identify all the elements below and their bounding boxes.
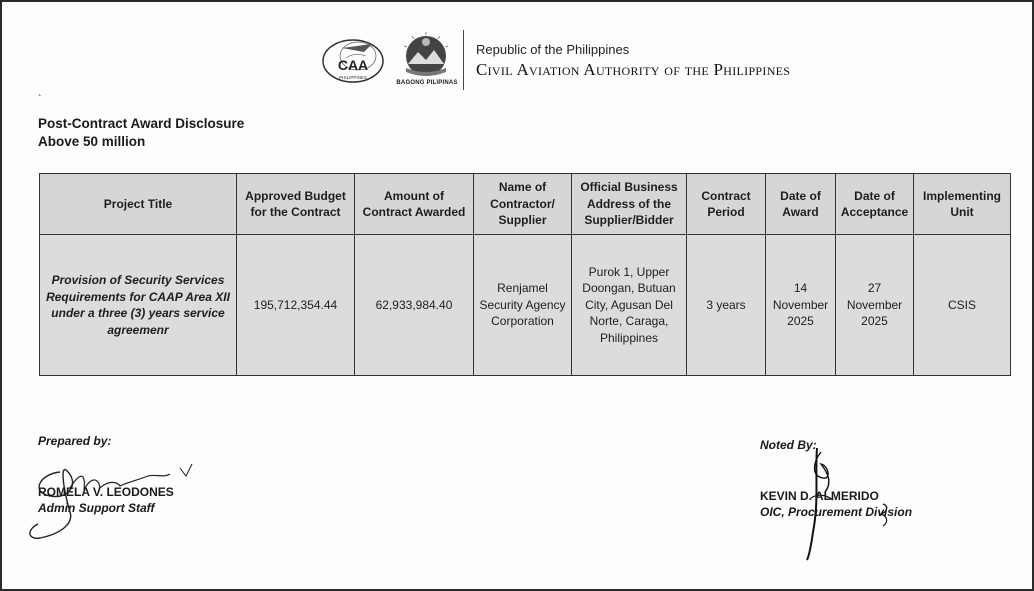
table-row <box>40 235 1011 376</box>
table-header-row <box>40 174 1011 235</box>
cell-address: Purok 1, Upper Doongan, Butuan City, Agusan Del Norte, Caraga, Philippines <box>572 235 687 376</box>
letterhead <box>320 28 840 94</box>
document-title: Post-Contract Award Disclosure <box>38 116 245 131</box>
header-approved-budget: Approved Budget for the Contract <box>237 174 355 235</box>
republic-line: Republic of the Philippines <box>476 42 630 57</box>
prepared-by-name: ROMELA V. LEODONES <box>38 485 174 499</box>
cell-contractor: Renjamel Security Agency Corporation <box>474 235 572 376</box>
header-divider <box>463 30 464 90</box>
svg-text:PHILIPPINES: PHILIPPINES <box>339 75 367 80</box>
cell-contract-period: 3 years <box>687 235 766 376</box>
svg-text:CAA: CAA <box>337 57 369 73</box>
cell-implementing-unit: CSIS <box>914 235 1011 376</box>
cell-date-of-acceptance: 27 November 2025 <box>836 235 914 376</box>
cell-amount-awarded: 62,933,984.40 <box>355 235 474 376</box>
bagong-pilipinas-label: BAGONG PILIPINAS <box>396 80 458 86</box>
header-date-of-award: Date of Award <box>766 174 836 235</box>
header-date-of-acceptance: Date of Acceptance <box>836 174 914 235</box>
noted-by-label: Noted By: <box>760 438 817 452</box>
header-contractor: Name of Contractor/ Supplier <box>474 174 572 235</box>
header-contract-period: Contract Period <box>687 174 766 235</box>
header-amount-awarded: Amount of Contract Awarded <box>355 174 474 235</box>
document-subtitle: Above 50 million <box>38 134 146 149</box>
prepared-by-label: Prepared by: <box>38 434 112 448</box>
header-project-title: Project Title <box>40 174 237 235</box>
cell-approved-budget: 195,712,354.44 <box>237 235 355 376</box>
cell-date-of-award: 14 November 2025 <box>766 235 836 376</box>
agency-name: Civil Aviation Authority of the Philippines <box>476 60 791 79</box>
cell-project-title: Provision of Security Services Requirements for CAAP Area XII under a three (3) years service agreemenr <box>40 235 237 376</box>
caap-logo-icon <box>320 36 386 86</box>
header-implementing-unit: Implementing Unit <box>914 174 1011 235</box>
stray-mark: ` <box>38 94 42 105</box>
noted-by-name: KEVIN D. ALMERIDO <box>760 489 879 503</box>
prepared-by-title: Admin Support Staff <box>38 501 155 515</box>
award-table <box>39 173 1011 376</box>
header-address: Official Business Address of the Supplier/Bidder <box>572 174 687 235</box>
noted-by-title: OIC, Procurement Division <box>760 505 913 519</box>
